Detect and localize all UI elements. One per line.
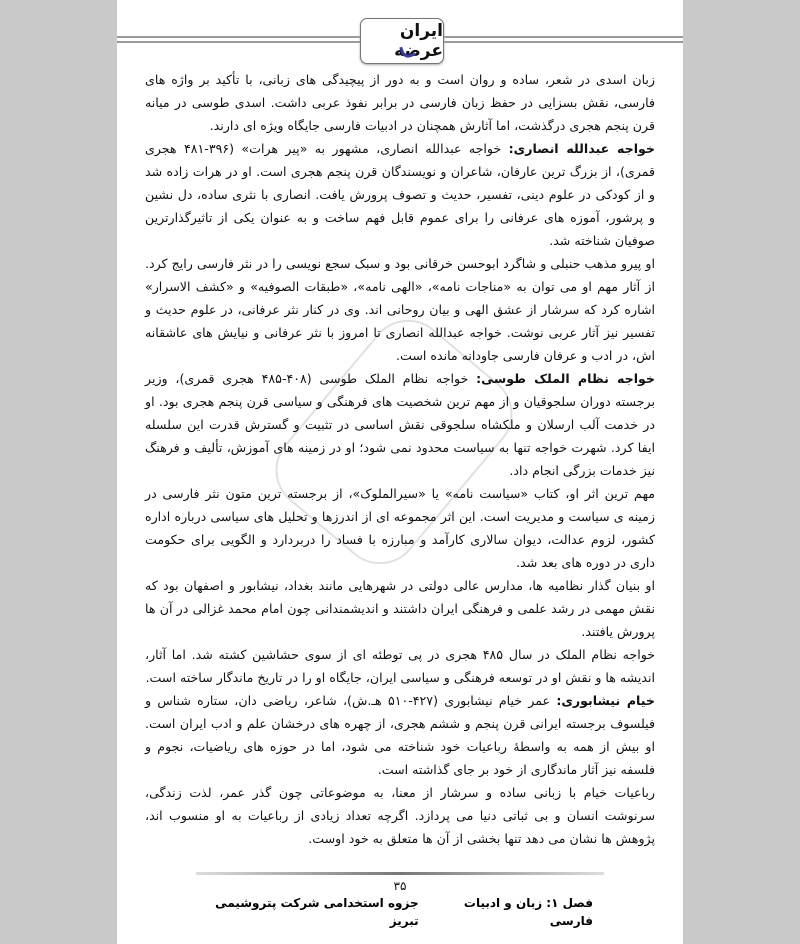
paragraph (145, 482, 655, 574)
paragraph (145, 367, 655, 482)
document-page (117, 0, 683, 944)
paragraph-lead: خیام نیشابوری: (556, 693, 655, 708)
paragraph-text: زبان اسدی در شعر، ساده و روان است و به دور از پیچیدگی های زبانی، با تأکید بر واژه های فارسی، نقش بسزایی در حفظ زبان فارسی در برابر نفوذ عربی داشت. اسدی طوسی در میانه قرن پنجم هجری درگذشت، اما آثارش همچنان در ادبیات فارسی جایگاه ویژه ای دارند. (145, 72, 655, 133)
paragraph (145, 137, 655, 252)
paragraph-lead: خواجه نظام الملک طوسی: (476, 371, 655, 386)
paragraph-text: خواجه نظام الملک در سال ۴۸۵ هجری در پی توطئه ای از سوی حشاشین کشته شد. اما آثار، اندیشه ها و نقش او در توسعه فرهنگی و سیاسی ایران، جایگاه او را در تاریخ ماندگار ساخته است. (145, 647, 655, 685)
footer-chapter: فصل ۱: زبان و ادبیات فارسی (463, 896, 593, 928)
paragraph-text: او بنیان گذار نظامیه ها، مدارس عالی دولتی در شهرهایی مانند بغداد، نیشابور و اصفهان بود که نقش مهمی در رشد علمی و فرهنگی ایران داشتند و اندیشمندانی چون امام محمد غزالی در آن ها پرورش یافتند. (145, 578, 655, 639)
paragraph-lead: خواجه عبدالله انصاری: (508, 141, 655, 156)
paragraph-text: عمر خیام نیشابوری (۴۲۷-۵۱۰ هـ.ش)، شاعر، ریاضی دان، ستاره شناس و فیلسوف برجسته ایرانی قرن پنجم و ششم هجری، از چهره های درخشان علم و ادب ایران است. او بیش از همه به واسطهٔ رباعیات خود شناخته می شود، اما در حوزه های ریاضیات، نجوم و فلسفه نیز آثار ماندگاری از خود بر جای گذاشته است. (145, 693, 655, 777)
page-header (117, 0, 683, 68)
page-number: ۳۵ (393, 879, 407, 893)
paragraph-text: خواجه نظام الملک طوسی (۴۰۸-۴۸۵ هجری قمری)، وزیر برجسته دوران سلجوقیان و از مهم ترین شخصیت های فرهنگی و سیاسی قرن پنجم هجری بود. او در خدمت آلب ارسلان و ملکشاه سلجوقی نقش اساسی در تثبیت و گسترش قدرت این سلسله ایفا کرد. شهرت خواجه تنها به سیاست محدود نمی شود؛ او در زمینه های آموزش، تألیف و فرهنگ نیز خدمات بزرگی انجام داد. (145, 371, 655, 478)
paragraph (145, 252, 655, 367)
logo-text: ایران عرضه (394, 21, 443, 61)
document-body (145, 68, 655, 850)
footer-row (117, 894, 683, 930)
paragraph (145, 574, 655, 643)
paragraph (145, 643, 655, 689)
footer-divider (196, 872, 604, 875)
paragraph-text: او پیرو مذهب حنبلی و شاگرد ابوحسن خرقانی بود و سبک سجع نویسی را در نثر فارسی رایج کرد. از آثار مهم او می توان به «مناجات نامه»، «الهی نامه»، «طبقات الصوفیه» و «کشف الاسرار» اشاره کرد که سرشار از عشق الهی و بیان روحانی اند. وی در کنار نثر عرفانی، در علوم حدیث و تفسیر نیز آثار عربی نوشت. خواجه عبدالله انصاری تا امروز با نثر عرفانی و نیایش های عاشقانه اش، در ادب و عرفان فارسی جاودانه مانده است. (145, 256, 655, 363)
paragraph-text: مهم ترین اثر او، کتاب «سیاست نامه» یا «سیرالملوک»، از برجسته ترین متون نثر فارسی در زمینه ی سیاست و مدیریت است. این اثر مجموعه ای از اندرزها و تحلیل های سیاسی درباره اداره کشور، لزوم عدالت، دیوان سالاری کارآمد و مبارزه با فساد را دربردارد و الگویی برای حکومت داری در دوره های بعد شد. (145, 486, 655, 570)
brand-logo (360, 18, 444, 64)
paragraph (145, 781, 655, 850)
paragraph (145, 68, 655, 137)
paragraph-text: رباعیات خیام با زبانی ساده و سرشار از معنا، به موضوعاتی چون گذر عمر، لذت زندگی، سرنوشت انسان و بی ثباتی دنیا می پردازد. اگرچه تعداد زیادی از رباعیات به او منسوب اند، پژوهش ها نشان می دهد تنها بخشی از آن ها متعلق به خود اوست. (145, 785, 655, 846)
page-footer (117, 872, 683, 930)
paragraph-text: خواجه عبدالله انصاری، مشهور به «پیر هرات» (۳۹۶-۴۸۱ هجری قمری)، از بزرگ ترین عارفان، شاعران و نویسندگان قرن پنجم هجری است. او در هرات زاده شد و از کودکی در علوم دینی، تفسیر، حدیث و تصوف پرورش یافت. انصاری با نثری ساده، دل نشین و پرشور، آموزه های عرفانی را برای عموم قابل فهم ساخت و به عنوان یکی از تاثیرگذارترین صوفیان شناخته شد. (145, 141, 655, 248)
footer-booklet-title: جزوه استخدامی شرکت پتروشیمی تبریز (215, 896, 419, 928)
paragraph (145, 689, 655, 781)
